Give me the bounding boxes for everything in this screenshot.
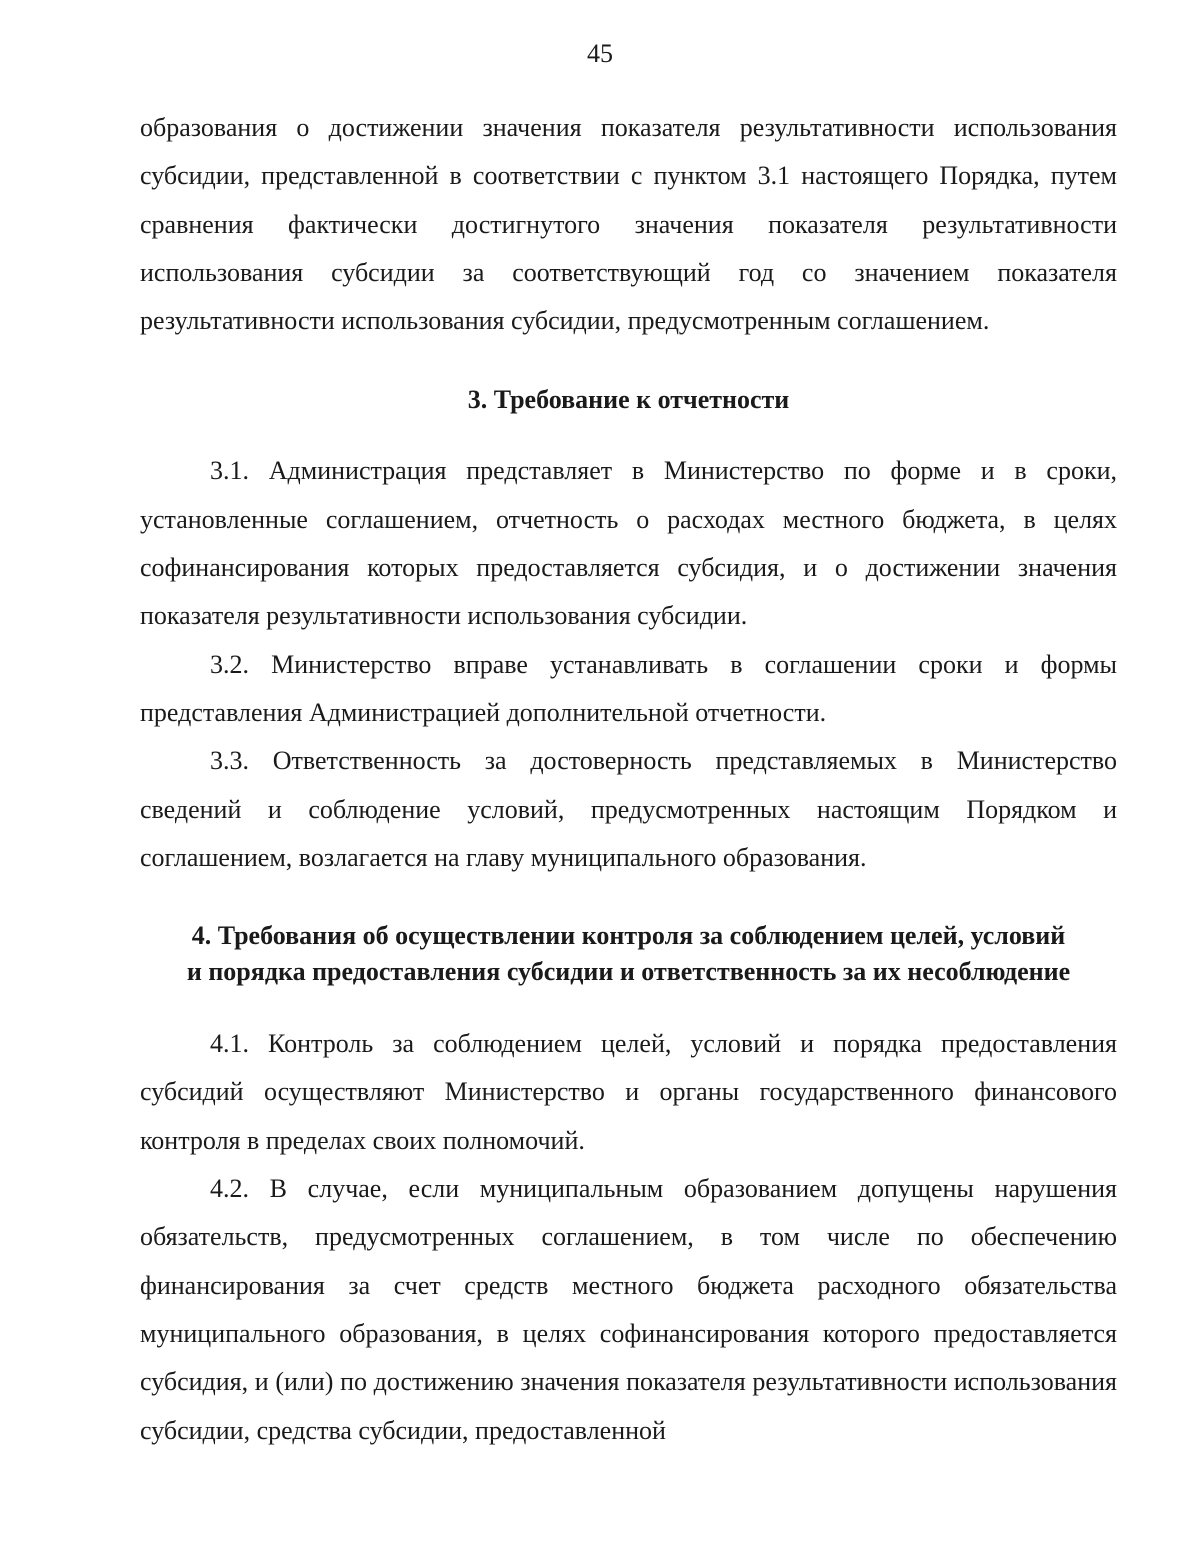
paragraph-4-2: 4.2. В случае, если муниципальным образованием допущены нарушения обязательств, предусмотренных соглашением, в том числе по обеспечению финансирования за счет средств местного бюджета расходного обязательства муниципального образования, в целях софинансирования которого предоставляется субсидия, и (или) по достижению значения показателя результативности использования субсидии, средства субсидии, предоставленной xyxy=(140,1174,1117,1445)
section-4-heading xyxy=(140,918,1117,990)
document-body xyxy=(140,104,1117,1455)
paragraph-3-2: 3.2. Министерство вправе устанавливать в соглашении сроки и формы представления Администрацией дополнительной отчетности. xyxy=(140,649,1117,727)
section-4-heading-line-2: и порядка предоставления субсидии и ответственность за их несоблюдение xyxy=(186,957,1071,987)
paragraph-3-3: 3.3. Ответственность за достоверность представляемых в Министерство сведений и соблюдение условий, предусмотренных настоящим Порядком и соглашением, возлагается на главу муниципального образования. xyxy=(140,746,1117,872)
intro-paragraph: образования о достижении значения показателя результативности использования субсидии, представленной в соответствии с пунктом 3.1 настоящего Порядка, путем сравнения фактически достигнутого значения показателя результативности использования субсидии за соответствующий год со значением показателя результативности использования субсидии, предусмотренным соглашением. xyxy=(140,113,1117,336)
section-3-heading: 3. Требование к отчетности xyxy=(467,385,790,415)
paragraph-3-1: 3.1. Администрация представляет в Министерство по форме и в сроки, установленные соглашением, отчетность о расходах местного бюджета, в целях софинансирования которых предоставляется субсидия, и о достижении значения показателя результативности использования субсидии. xyxy=(140,456,1117,631)
page-number: 45 xyxy=(587,39,613,68)
paragraph-4-1: 4.1. Контроль за соблюдением целей, условий и порядка предоставления субсидий осуществляют Министерство и органы государственного финансового контроля в пределах своих полномочий. xyxy=(140,1029,1117,1155)
section-4-heading-line-1: 4. Требования об осуществлении контроля за соблюдением целей, условий xyxy=(191,921,1066,951)
